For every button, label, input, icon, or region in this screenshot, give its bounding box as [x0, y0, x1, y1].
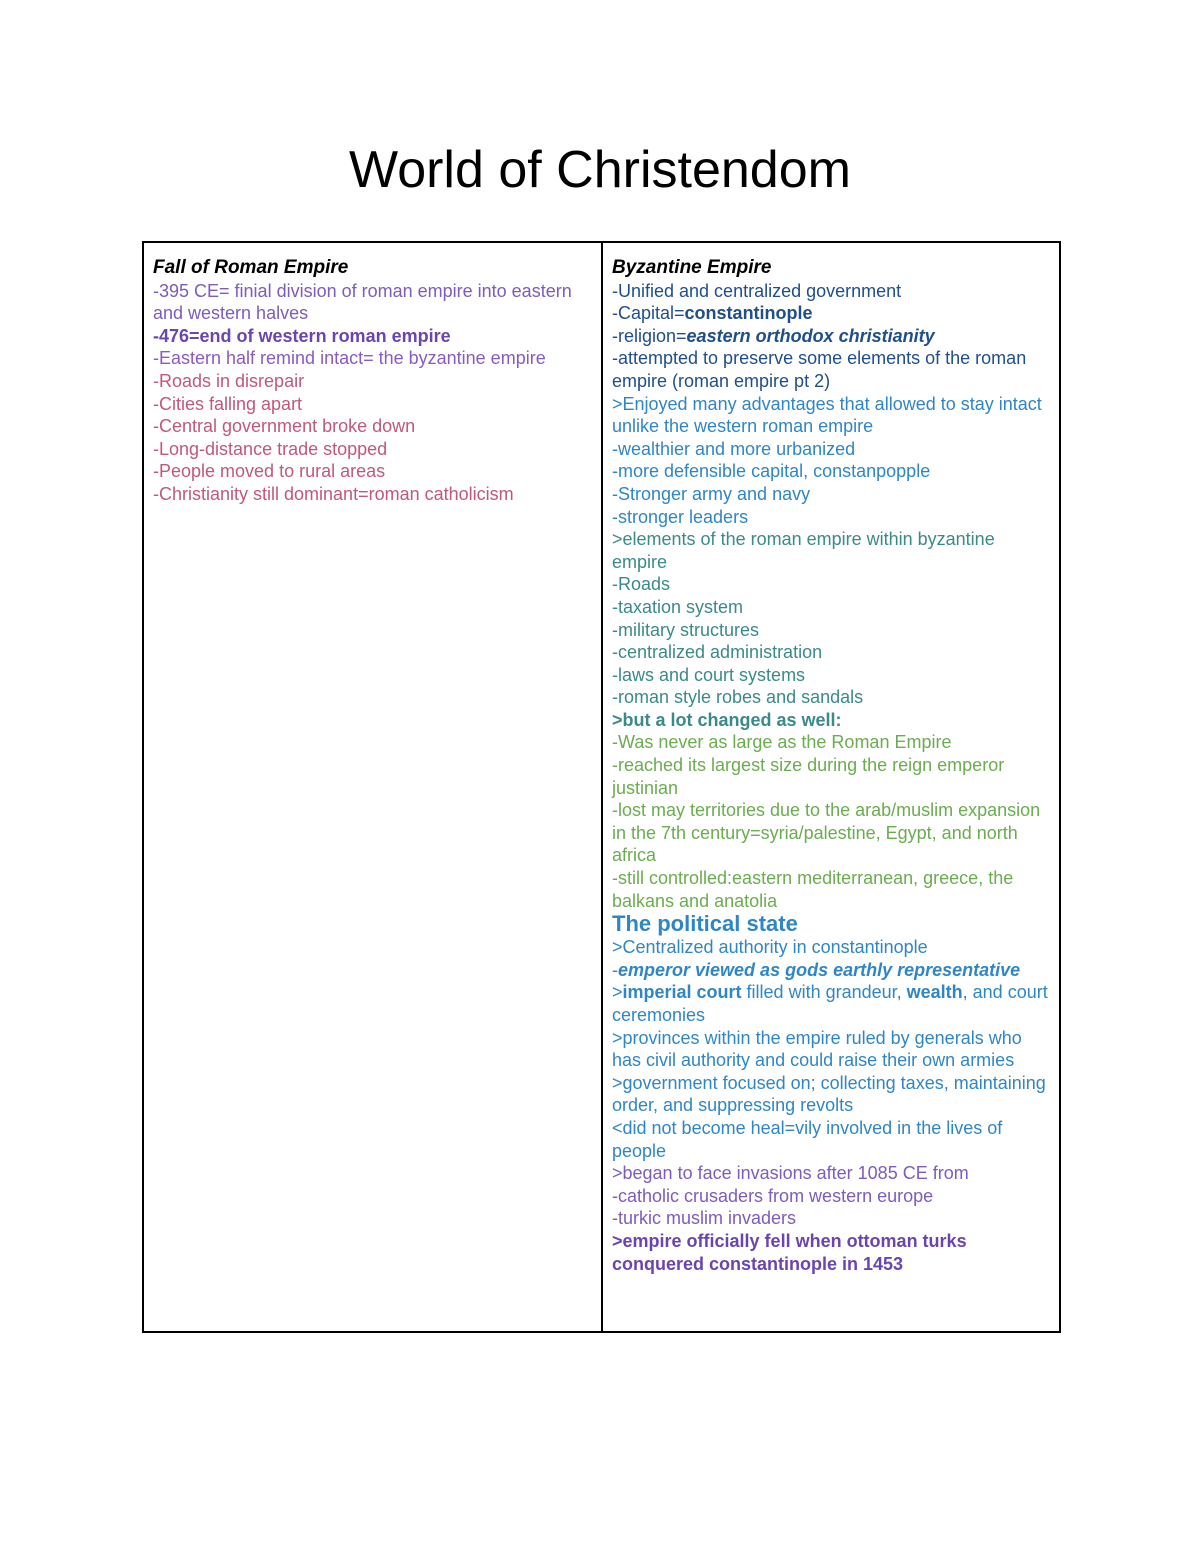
- note-text: >but a lot changed as well:: [612, 709, 842, 730]
- note-line: [612, 936, 1051, 959]
- note-lines: [612, 280, 1051, 1276]
- note-line: [612, 1027, 1051, 1072]
- note-line: [612, 280, 1051, 303]
- note-text: -Roads: [612, 574, 671, 595]
- note-text: -: [612, 959, 618, 980]
- note-line: -Eastern half remind intact= the byzantine empire: [153, 348, 546, 369]
- note-text: -religion=: [612, 325, 687, 346]
- note-line: [612, 1207, 1051, 1230]
- note-line: [612, 981, 1051, 1026]
- note-text: <did not become heal=vily involved in the lives of people: [612, 1117, 1003, 1161]
- note-text: -more defensible capital, constanpopple: [612, 461, 931, 482]
- note-line: [612, 438, 1051, 461]
- note-line: -Christianity still dominant=roman catholicism: [153, 483, 514, 504]
- note-line: [612, 754, 1051, 799]
- note-line: -Cities falling apart: [153, 393, 303, 414]
- note-text: wealth: [906, 982, 963, 1003]
- note-text: -still controlled:eastern mediterranean, greece, the balkans and anatolia: [612, 868, 1014, 911]
- note-text: -lost may territories due to the arab/muslim expansion in the 7th century=syria/palestine, Egypt, and north africa: [612, 800, 1041, 866]
- note-text: -catholic crusaders from western europe: [612, 1185, 934, 1206]
- note-text: -stronger leaders: [612, 506, 749, 527]
- note-line: -Central government broke down: [153, 416, 416, 437]
- note-line: [612, 664, 1051, 687]
- note-line: -People moved to rural areas: [153, 461, 386, 482]
- note-line: [612, 709, 1051, 732]
- note-text: -attempted to preserve some elements of the roman empire (roman empire pt 2): [612, 348, 1027, 391]
- note-text: , and court ceremonies: [612, 982, 1048, 1025]
- column-heading: Byzantine Empire: [612, 257, 772, 278]
- note-line: [612, 573, 1051, 596]
- note-line: [612, 619, 1051, 642]
- byzantine-empire-column: [603, 243, 1059, 1331]
- page-title: World of Christendom: [349, 141, 851, 199]
- note-line: [612, 483, 1051, 506]
- note-line: [612, 641, 1051, 664]
- note-line: -Roads in disrepair: [153, 370, 305, 391]
- note-text: -centralized administration: [612, 642, 823, 663]
- note-text: imperial court: [622, 982, 742, 1003]
- note-line: [612, 393, 1051, 438]
- note-text: >provinces within the empire ruled by generals who has civil authority and could raise their own armies: [612, 1027, 1022, 1071]
- note-text: -military structures: [612, 619, 760, 640]
- note-text: emperor viewed as gods earthly representative: [618, 959, 1021, 980]
- note-line: -476=end of western roman empire: [153, 325, 451, 346]
- note-text: >: [612, 982, 623, 1003]
- note-line: [612, 686, 1051, 709]
- note-text: -roman style robes and sandals: [612, 687, 864, 708]
- note-text: -reached its largest size during the reign emperor justinian: [612, 755, 1005, 798]
- note-line: [612, 1162, 1051, 1185]
- note-text: The political state: [612, 911, 798, 937]
- note-text: >began to face invasions after 1085 CE from: [612, 1163, 969, 1184]
- note-line: [612, 528, 1051, 573]
- note-line: [612, 325, 1051, 348]
- note-line: [612, 506, 1051, 529]
- note-line: [612, 1117, 1051, 1162]
- note-text: -wealthier and more urbanized: [612, 438, 856, 459]
- note-text: -laws and court systems: [612, 664, 806, 685]
- note-line: [612, 731, 1051, 754]
- note-line: -395 CE= finial division of roman empire into eastern and western halves: [153, 280, 572, 324]
- note-line: [612, 460, 1051, 483]
- note-line: [612, 799, 1051, 867]
- note-line: [612, 867, 1051, 912]
- column-heading: Fall of Roman Empire: [153, 257, 349, 278]
- section-heading: [612, 912, 1051, 936]
- note-text: -Stronger army and navy: [612, 483, 811, 504]
- note-line: [612, 1072, 1051, 1117]
- note-text: >government focused on; collecting taxes, maintaining order, and suppressing revolts: [612, 1072, 1046, 1116]
- note-line: [612, 596, 1051, 619]
- note-text: -Was never as large as the Roman Empire: [612, 732, 952, 753]
- note-text: -turkic muslim invaders: [612, 1208, 797, 1229]
- note-text: -Unified and centralized government: [612, 280, 902, 301]
- note-text: >elements of the roman empire within byzantine empire: [612, 529, 995, 572]
- note-text: >Enjoyed many advantages that allowed to stay intact unlike the western roman empire: [612, 393, 1042, 437]
- fall-of-roman-empire-column: [144, 243, 603, 1331]
- note-text: filled with grandeur,: [741, 982, 907, 1003]
- note-line: [612, 302, 1051, 325]
- note-text: eastern orthodox christianity: [686, 325, 935, 346]
- note-text: constantinople: [684, 303, 813, 324]
- note-line: [612, 1185, 1051, 1208]
- note-text: -Capital=: [612, 303, 685, 324]
- note-line: [612, 1230, 1051, 1275]
- note-text: >Centralized authority in constantinople: [612, 937, 928, 958]
- notes-table: [142, 241, 1061, 1333]
- note-line: [612, 347, 1051, 392]
- note-text: -taxation system: [612, 596, 744, 617]
- note-line: -Long-distance trade stopped: [153, 438, 388, 459]
- note-text: >empire officially fell when ottoman turks conquered constantinople in 1453: [612, 1230, 967, 1274]
- note-lines: [153, 280, 593, 506]
- note-line: [612, 959, 1051, 982]
